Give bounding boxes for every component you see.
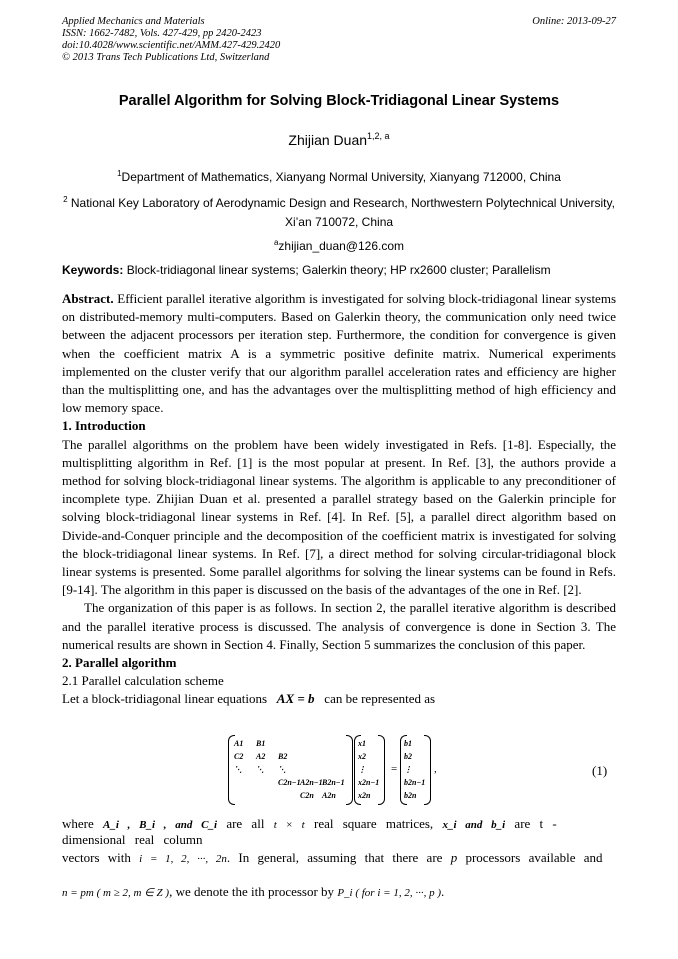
aff2-sup: 2 [63, 195, 68, 204]
author-name: Zhijian Duan [288, 132, 368, 148]
aff2-text: National Key Laboratory of Aerodynamic Design and Research, Northwestern Polytechnical University, Xi’an 710072, China [70, 196, 615, 229]
where-text-5: t -dimensional real column [62, 816, 557, 847]
keywords-label: Keywords: [62, 263, 124, 277]
processors-text: processors available and [465, 850, 603, 865]
aff1-sup: 1 [117, 169, 122, 178]
equals-sign: = [391, 763, 398, 775]
matrix-cell: ⋱ [234, 765, 242, 774]
matrix-cell: B2n−1 [322, 778, 345, 787]
issn: ISSN: 1662-7482, Vols. 427-429, pp 2420-2423 [62, 28, 262, 39]
keywords [62, 263, 616, 277]
vector-b-right-bracket [424, 735, 431, 805]
matrix-cell: ⋮ [404, 765, 412, 774]
matrix-cell: C2n−1 [278, 778, 301, 787]
email-text[interactable]: zhijian_duan@126.com [278, 239, 405, 253]
aff1-text: Department of Mathematics, Xianyang Normal University, Xianyang 712000, China [121, 170, 561, 184]
where-text: where [62, 816, 94, 831]
matrix-cell: ⋱ [278, 765, 286, 774]
matrix-cell: ⋮ [358, 765, 366, 774]
abstract [62, 290, 616, 417]
where-vars: A_i , B_i , and C_i [103, 819, 218, 831]
where-text-3: real square matrices, [313, 816, 434, 831]
author-line [0, 131, 678, 148]
abstract-text: Efficient parallel iterative algorithm is investigated for solving block-tridiagonal linear systems on distributed-memory multi-computers. Based on Galerkin theory, the communication only need twice between the adjacent processors per iteration step. Furthermore, the condition for convergence is given when the coefficient matrix A is a symmetric positive definite matrix. Numerical experiments implemented on the cluster verify that our algorithm parallel acceleration rates and efficiency are higher than the multisplitting one, and has the advantages over the multisplitting method of high efficiency and low memory space. [62, 291, 616, 416]
paper-title: Parallel Algorithm for Solving Block-Tridiagonal Linear Systems [118, 93, 560, 109]
processor-line [62, 884, 616, 900]
n-pm: n = pm ( m ≥ 2, m ∈ Z ) [62, 887, 170, 899]
inline-equation: AX = b [276, 691, 315, 707]
author-email [62, 233, 616, 256]
matrix-cell: C2n [300, 791, 314, 800]
email-sup: a [273, 238, 279, 247]
vector-x-right-bracket [378, 735, 385, 805]
keywords-text: Block-tridiagonal linear systems; Galerkin theory; HP rx2600 cluster; Parallelism [126, 263, 551, 277]
xb-vars: x_i and b_i [442, 819, 506, 831]
matrix-cell: A2n−1 [300, 778, 323, 787]
matrix-cell: A2 [256, 752, 266, 761]
matrix-cell: x1 [358, 739, 366, 748]
matrix-cell: ⋱ [256, 765, 264, 774]
matrix-cell: x2n [358, 791, 371, 800]
subsection-heading: 2.1 Parallel calculation scheme [62, 673, 224, 689]
lead-text: Let a block-tridiagonal linear equations [62, 691, 268, 707]
journal-name: Applied Mechanics and Materials [62, 16, 205, 27]
lead-text-2: can be represented as [324, 691, 436, 707]
matrix-cell: b2n−1 [404, 778, 426, 787]
general-text: . In general, assuming that there are [226, 850, 443, 865]
intro-heading: 1. Introduction [62, 418, 146, 434]
p-var: p [450, 850, 458, 865]
affiliation-2 [62, 190, 616, 232]
running-header [62, 16, 616, 64]
copyright: © 2013 Trans Tech Publications Ltd, Switzerland [62, 52, 270, 63]
equation-lead [62, 690, 616, 708]
matrix-cell: b1 [404, 739, 412, 748]
matrix-cell: C2 [234, 752, 244, 761]
matrix-cell: B1 [256, 739, 266, 748]
equation-comma: , [434, 763, 437, 775]
matrix-cell: A1 [234, 739, 244, 748]
matrix-cell: b2n [404, 791, 417, 800]
doi: doi:10.4028/www.scientific.net/AMM.427-429.2420 [62, 40, 281, 51]
matrix-cell: x2n−1 [358, 778, 380, 787]
matrix-right-bracket [346, 735, 353, 805]
denote-text: , we denote the ith processor by [169, 884, 335, 899]
pi-var: P_i ( for i = 1, 2, ···, p ) [337, 887, 441, 899]
where-text-2: are all [226, 816, 265, 831]
matrix-cell: b2 [404, 752, 412, 761]
paper-body [62, 290, 616, 709]
author-sup: 1,2, a [367, 131, 390, 141]
end-period: . [440, 884, 445, 899]
i-range: i = 1, 2, ···, 2n [139, 853, 227, 865]
abstract-label: Abstract. [62, 291, 114, 306]
intro-paragraph-1: The parallel algorithms on the problem have been widely investigated in Refs. [1-8]. Especially, the multisplitting algorithm in Ref. [1] is the most popular at present. In Ref. [3], the authors provide a method for solving block-tridiagonal linear systems. The algorithm is applicable to any preconditioner of incomplete type. Zhijian Duan et al. presented a parallel strategy based on the Galerkin principle for solving block-tridiagonal linear systems in Ref. [4]. In Ref. [5], a parallel direct algorithm based on Divide-and-Conquer principle and the decomposition of the coefficient matrix is investigated for solving the block-tridiagonal linear systems. In Ref. [7], a direct method for solving circular-tridiagonal block linear systems is presented. Some parallel algorithms for solving the linear systems can be found in Refs. [9-14]. The algorithm in this paper is discussed on the basis of the advantages of the one in Ref. [2]. [62, 436, 616, 598]
vectors-line [62, 850, 616, 866]
matrix-cell: x2 [358, 752, 366, 761]
where-text-4: are [514, 816, 531, 831]
block-matrix-equation [228, 735, 437, 803]
txt-dim: t × t [273, 819, 305, 831]
section2-heading: 2. Parallel algorithm [62, 655, 177, 671]
vectors-text: vectors with [62, 850, 131, 865]
intro-paragraph-2: The organization of this paper is as follows. In section 2, the parallel iterative algorithm is described and the parallel iterative process is discussed. The analysis of convergence is done in Section 3. The numerical results are shown in Section 4. Finally, Section 5 summarizes the conclusion of this paper. [62, 600, 616, 652]
affiliation-1 [62, 164, 616, 187]
matrix-cell: B2 [278, 752, 288, 761]
matrix-cell: A2n [322, 791, 336, 800]
where-line [62, 816, 616, 848]
online-date: Online: 2013-09-27 [532, 16, 616, 27]
equation-number: (1) [592, 763, 608, 778]
